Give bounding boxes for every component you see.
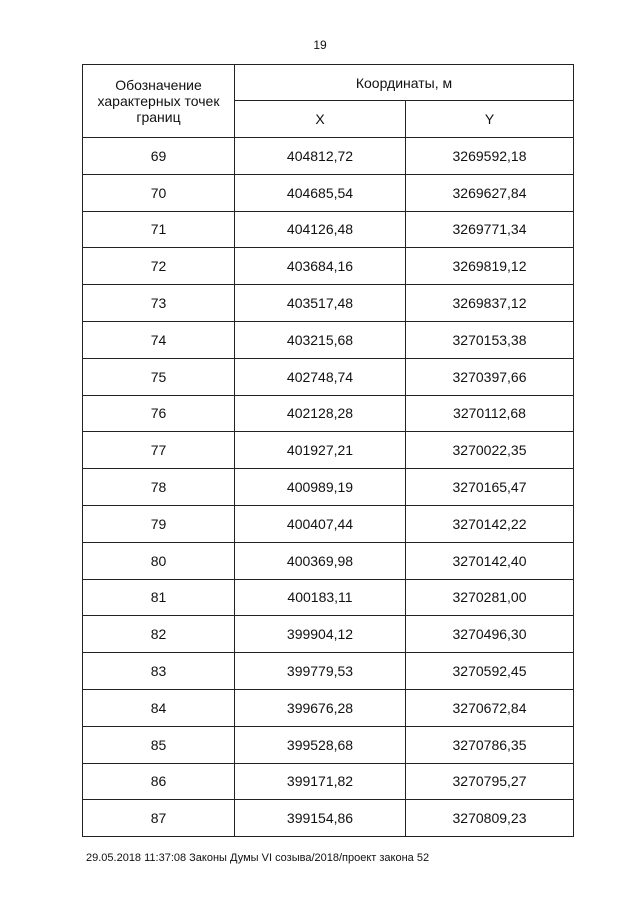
cell-x: 399904,12 [235, 616, 406, 653]
table-row [83, 763, 574, 800]
cell-x: 402128,28 [235, 395, 406, 432]
cell-y: 3270112,68 [406, 395, 574, 432]
cell-y: 3270022,35 [406, 432, 574, 469]
cell-y: 3270496,30 [406, 616, 574, 653]
cell-x: 401927,21 [235, 432, 406, 469]
cell-point: 75 [83, 358, 235, 395]
cell-point: 71 [83, 211, 235, 248]
table-row [83, 469, 574, 506]
cell-point: 69 [83, 138, 235, 175]
cell-point: 77 [83, 432, 235, 469]
table-row [83, 653, 574, 690]
cell-x: 403215,68 [235, 321, 406, 358]
cell-point: 70 [83, 174, 235, 211]
cell-x: 399779,53 [235, 653, 406, 690]
cell-y: 3270672,84 [406, 689, 574, 726]
cell-point: 87 [83, 800, 235, 837]
cell-x: 399528,68 [235, 726, 406, 763]
cell-x: 404812,72 [235, 138, 406, 175]
cell-y: 3270142,22 [406, 505, 574, 542]
table-row [83, 726, 574, 763]
cell-y: 3270592,45 [406, 653, 574, 690]
cell-x: 400989,19 [235, 469, 406, 506]
table-row [83, 138, 574, 175]
cell-point: 83 [83, 653, 235, 690]
header-x: X [235, 101, 406, 138]
table-row [83, 248, 574, 285]
cell-y: 3270153,38 [406, 321, 574, 358]
page-number: 19 [313, 38, 327, 52]
cell-point: 81 [83, 579, 235, 616]
table-row [83, 211, 574, 248]
cell-y: 3270397,66 [406, 358, 574, 395]
cell-point: 76 [83, 395, 235, 432]
cell-point: 85 [83, 726, 235, 763]
cell-x: 404685,54 [235, 174, 406, 211]
table-header [83, 65, 574, 138]
cell-y: 3270281,00 [406, 579, 574, 616]
table-row [83, 542, 574, 579]
table-row [83, 432, 574, 469]
cell-x: 402748,74 [235, 358, 406, 395]
cell-y: 3270809,23 [406, 800, 574, 837]
table-row [83, 800, 574, 837]
cell-y: 3269771,34 [406, 211, 574, 248]
cell-y: 3269627,84 [406, 174, 574, 211]
cell-x: 403684,16 [235, 248, 406, 285]
table-body [83, 138, 574, 837]
cell-y: 3270795,27 [406, 763, 574, 800]
header-point-designation: Обозначение характерных точек границ [83, 65, 235, 138]
cell-y: 3269837,12 [406, 285, 574, 322]
cell-point: 72 [83, 248, 235, 285]
coordinates-table [82, 64, 574, 837]
cell-point: 86 [83, 763, 235, 800]
cell-x: 400183,11 [235, 579, 406, 616]
cell-x: 400407,44 [235, 505, 406, 542]
cell-x: 404126,48 [235, 211, 406, 248]
cell-y: 3270142,40 [406, 542, 574, 579]
cell-point: 80 [83, 542, 235, 579]
cell-point: 78 [83, 469, 235, 506]
cell-x: 399154,86 [235, 800, 406, 837]
table-row [83, 579, 574, 616]
cell-y: 3269592,18 [406, 138, 574, 175]
table-row [83, 689, 574, 726]
table-row [83, 505, 574, 542]
cell-point: 79 [83, 505, 235, 542]
cell-point: 73 [83, 285, 235, 322]
cell-point: 74 [83, 321, 235, 358]
cell-point: 82 [83, 616, 235, 653]
table-row [83, 285, 574, 322]
cell-x: 399171,82 [235, 763, 406, 800]
document-footer: 29.05.2018 11:37:08 Законы Думы VI созыва/2018/проект закона 52 [86, 852, 430, 864]
header-coordinates: Координаты, м [235, 65, 574, 101]
table-row [83, 616, 574, 653]
table-row [83, 358, 574, 395]
cell-point: 84 [83, 689, 235, 726]
table-row [83, 321, 574, 358]
cell-x: 403517,48 [235, 285, 406, 322]
cell-y: 3270786,35 [406, 726, 574, 763]
cell-x: 399676,28 [235, 689, 406, 726]
cell-x: 400369,98 [235, 542, 406, 579]
table-row [83, 395, 574, 432]
cell-y: 3270165,47 [406, 469, 574, 506]
cell-y: 3269819,12 [406, 248, 574, 285]
table-row [83, 174, 574, 211]
header-y: Y [406, 101, 574, 138]
